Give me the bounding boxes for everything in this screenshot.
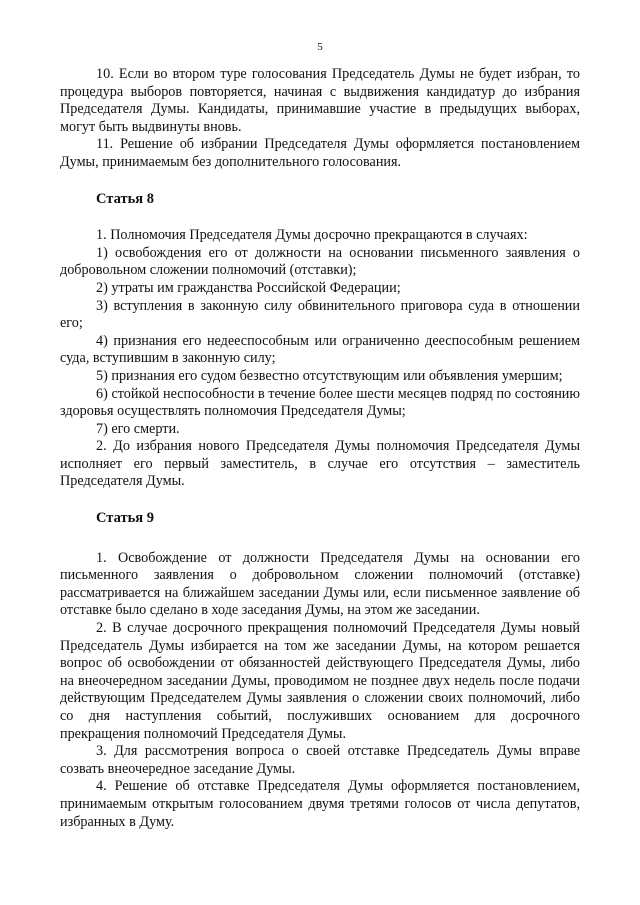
paragraph: 1. Освобождение от должности Председателя Думы на основании его письменного заявления о добровольном сложении полномочий (отставке) рассматривается на ближайшем заседании Думы или, если письменное заявление об отставке было сделано в ходе заседания Думы, на этом же заседании. [60,549,580,619]
page-number: 5 [317,41,323,53]
list-item: 7) его смерти. [96,420,180,437]
list-item: 6) стойкой неспособности в течение более шести месяцев подряд по состоянию здоровья осуществлять полномочия Председателя Думы; [60,385,580,420]
paragraph: 10. Если во втором туре голосования Председатель Думы не будет избран, то процедура выборов повторяется, начиная с выдвижения кандидатур до избрания Председателя Думы. Кандидаты, принимавшие участие в предыдущих выборах, могут быть выдвинуты вновь. [60,66,580,135]
paragraph: 1. Полномочия Председателя Думы досрочно прекращаются в случаях: [96,227,528,244]
article-9-body [60,550,580,832]
paragraph: 2. До избрания нового Председателя Думы полномочия Председателя Думы исполняет его первый заместитель, в случае его отсутствия – заместитель Председателя Думы. [60,438,580,490]
list-item: 3) вступления в законную силу обвинительного приговора суда в отношении его; [60,297,580,332]
paragraph: 2. В случае досрочного прекращения полномочий Председателя Думы новый Председатель Думы избирается на том же заседании Думы, на котором решается вопрос об освобождении от обязанностей действующего Председателя Думы, либо на внеочередном заседании Думы, проводимом не позднее двух недель после подачи действующим Председателем Думы заявления о сложении своих полномочий, либо со дня наступления событий, послуживших основанием для досрочного прекращения полномочий Председателя Думы. [60,620,580,742]
article-9-title: Статья 9 [96,510,154,527]
block-intro [60,66,580,172]
list-item: 5) признания его судом безвестно отсутствующим или объявления умершим; [96,367,563,384]
paragraph: 3. Для рассмотрения вопроса о своей отставке Председатель Думы вправе созвать внеочередное заседание Думы. [60,743,580,777]
article-8-body [60,227,580,491]
article-8-title: Статья 8 [96,190,154,207]
list-item: 2) утраты им гражданства Российской Федерации; [96,279,401,296]
paragraph: 11. Решение об избрании Председателя Думы оформляется постановлением Думы, принимаемым без дополнительного голосования. [60,136,580,170]
list-item: 4) признания его недееспособным или ограниченно дееспособным решением суда, вступившим в законную силу; [60,332,580,367]
list-item: 1) освобождения его от должности на основании письменного заявления о добровольном сложении полномочий (отставки); [60,244,580,279]
paragraph: 4. Решение об отставке Председателя Думы оформляется постановлением, принимаемым открытым голосованием двумя третями голосов от числа депутатов, избранных в Думу. [60,778,580,830]
